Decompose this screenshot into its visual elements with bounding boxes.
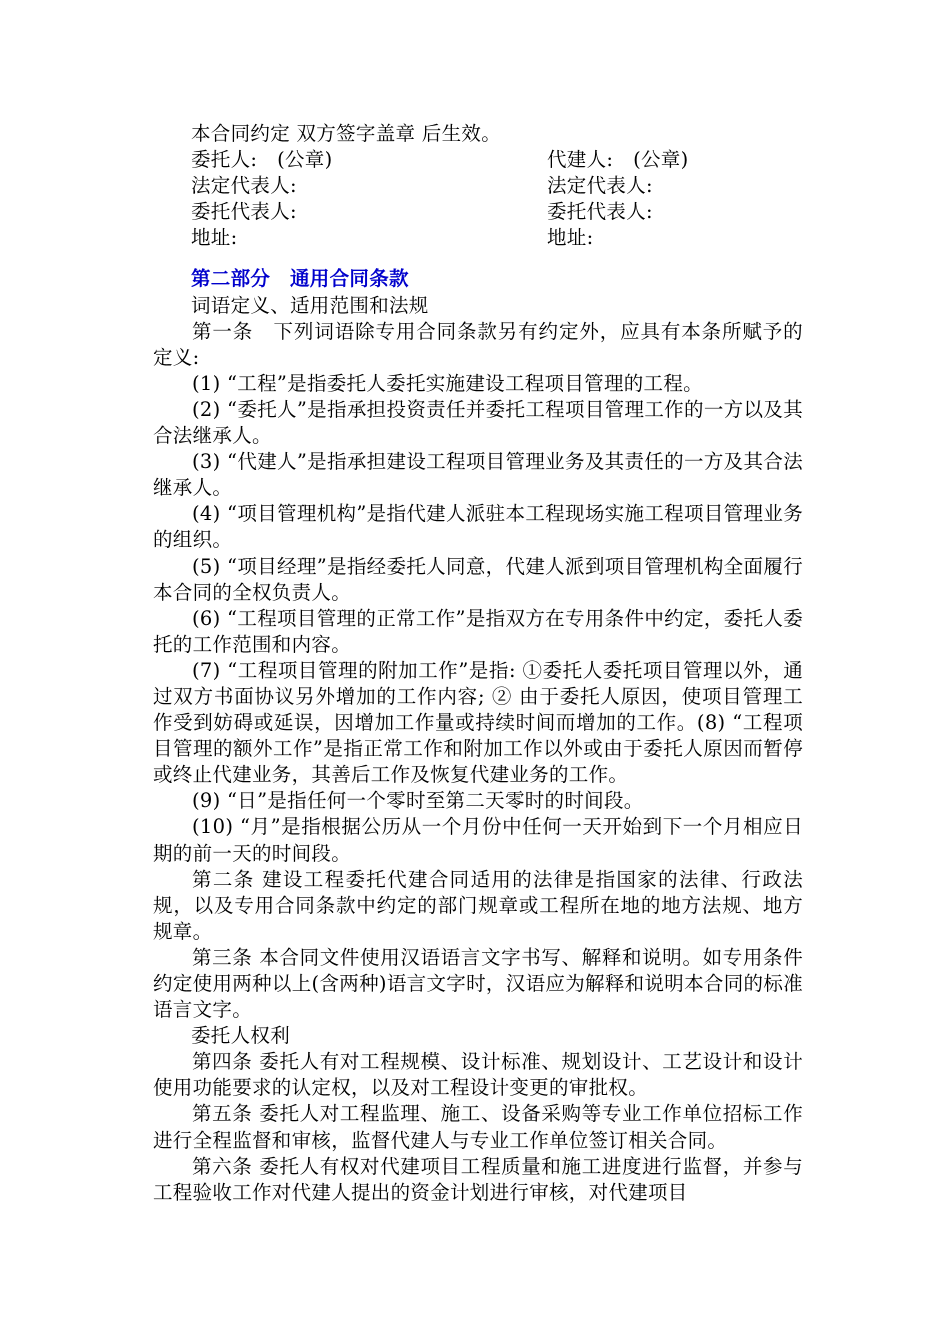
clause-paragraph: (2) “委托人”是指承担投资责任并委托工程项目管理工作的一方以及其合法继承人。: [153, 397, 803, 448]
client-rights-clauses: [153, 1049, 803, 1206]
effect-clause: 本合同约定 双方签字盖章 后生效。: [191, 122, 501, 145]
clause-paragraph: 第一条 下列词语除专用合同条款另有约定外，应具有本条所赋予的定义:: [153, 319, 803, 369]
client-rights-heading: 委托人权利: [191, 1024, 291, 1048]
agent-agent-rep-label: 委托代表人:: [547, 200, 653, 224]
clause-paragraph: (6) “工程项目管理的正常工作”是指双方在专用条件中约定，委托人委托的工作范围和内容。: [153, 606, 803, 656]
section-gap: [153, 251, 803, 266]
section-title: 第二部分 通用合同条款: [191, 267, 409, 291]
signature-row-address: [153, 225, 803, 251]
signature-row-legal-rep: [153, 173, 803, 199]
client-party-label: 委托人: (公章): [191, 148, 333, 172]
signature-row-party: [153, 147, 803, 173]
section-subtitle: 词语定义、适用范围和法规: [191, 293, 429, 317]
agent-legal-rep-label: 法定代表人:: [547, 174, 653, 198]
clause-paragraph: 第三条 本合同文件使用汉语语言文字书写、解释和说明。如专用条件约定使用两种以上(含两种)语言文字时，汉语应为解释和说明本合同的标准语言文字。: [153, 945, 803, 1022]
clause-paragraph: 第二条 建设工程委托代建合同适用的法律是指国家的法律、行政法规，以及专用合同条款中约定的部门规章或工程所在地的地方法规、地方规章。: [153, 867, 803, 943]
definitions-clauses: [153, 319, 803, 1024]
client-legal-rep-label: 法定代表人:: [191, 174, 297, 198]
clause-paragraph: (4) “项目管理机构”是指代建人派驻本工程现场实施工程项目管理业务的组织。: [153, 502, 803, 552]
agent-party-label: 代建人: (公章): [547, 148, 689, 172]
clause-paragraph: (5) “项目经理”是指经委托人同意，代建人派到项目管理机构全面履行本合同的全权负责人。: [153, 554, 803, 604]
clause-paragraph: (7) “工程项目管理的附加工作”是指: ①委托人委托项目管理以外，通过双方书面协议另外增加的工作内容; ② 由于委托人原因，使项目管理工作受到妨碍或延误，因增加工作量或持续时间而增加的工作。(8) “工程项目管理的额外工作”是指正常工作和附加工作以外或由于委托人原因而暂停或终止代建业务，其善后工作及恢复代建业务的工作。: [153, 658, 803, 787]
document-body: [153, 121, 803, 1206]
agent-address-label: 地址:: [547, 226, 594, 250]
signature-row-agent-rep: [153, 199, 803, 225]
clause-paragraph: 第五条 委托人对工程监理、施工、设备采购等专业工作单位招标工作进行全程监督和审核，监督代建人与专业工作单位签订相关合同。: [153, 1102, 803, 1152]
clause-paragraph: (10) “月”是指根据公历从一个月份中任何一天开始到下一个月相应日期的前一天的时间段。: [153, 815, 803, 865]
client-agent-rep-label: 委托代表人:: [191, 200, 297, 224]
client-address-label: 地址:: [191, 226, 238, 250]
clause-paragraph: 第四条 委托人有对工程规模、设计标准、规划设计、工艺设计和设计使用功能要求的认定权，以及对工程设计变更的审批权。: [153, 1050, 803, 1100]
clause-paragraph: 第六条 委托人有权对代建项目工程质量和施工进度进行监督，并参与工程验收工作对代建人提出的资金计划进行审核，对代建项目: [153, 1154, 803, 1204]
clause-paragraph: (9) “日”是指任何一个零时至第二天零时的时间段。: [192, 789, 644, 813]
clause-paragraph: (3) “代建人”是指承担建设工程项目管理业务及其责任的一方及其合法继承人。: [153, 450, 803, 500]
clause-paragraph: (1) “工程”是指委托人委托实施建设工程项目管理的工程。: [192, 371, 703, 395]
